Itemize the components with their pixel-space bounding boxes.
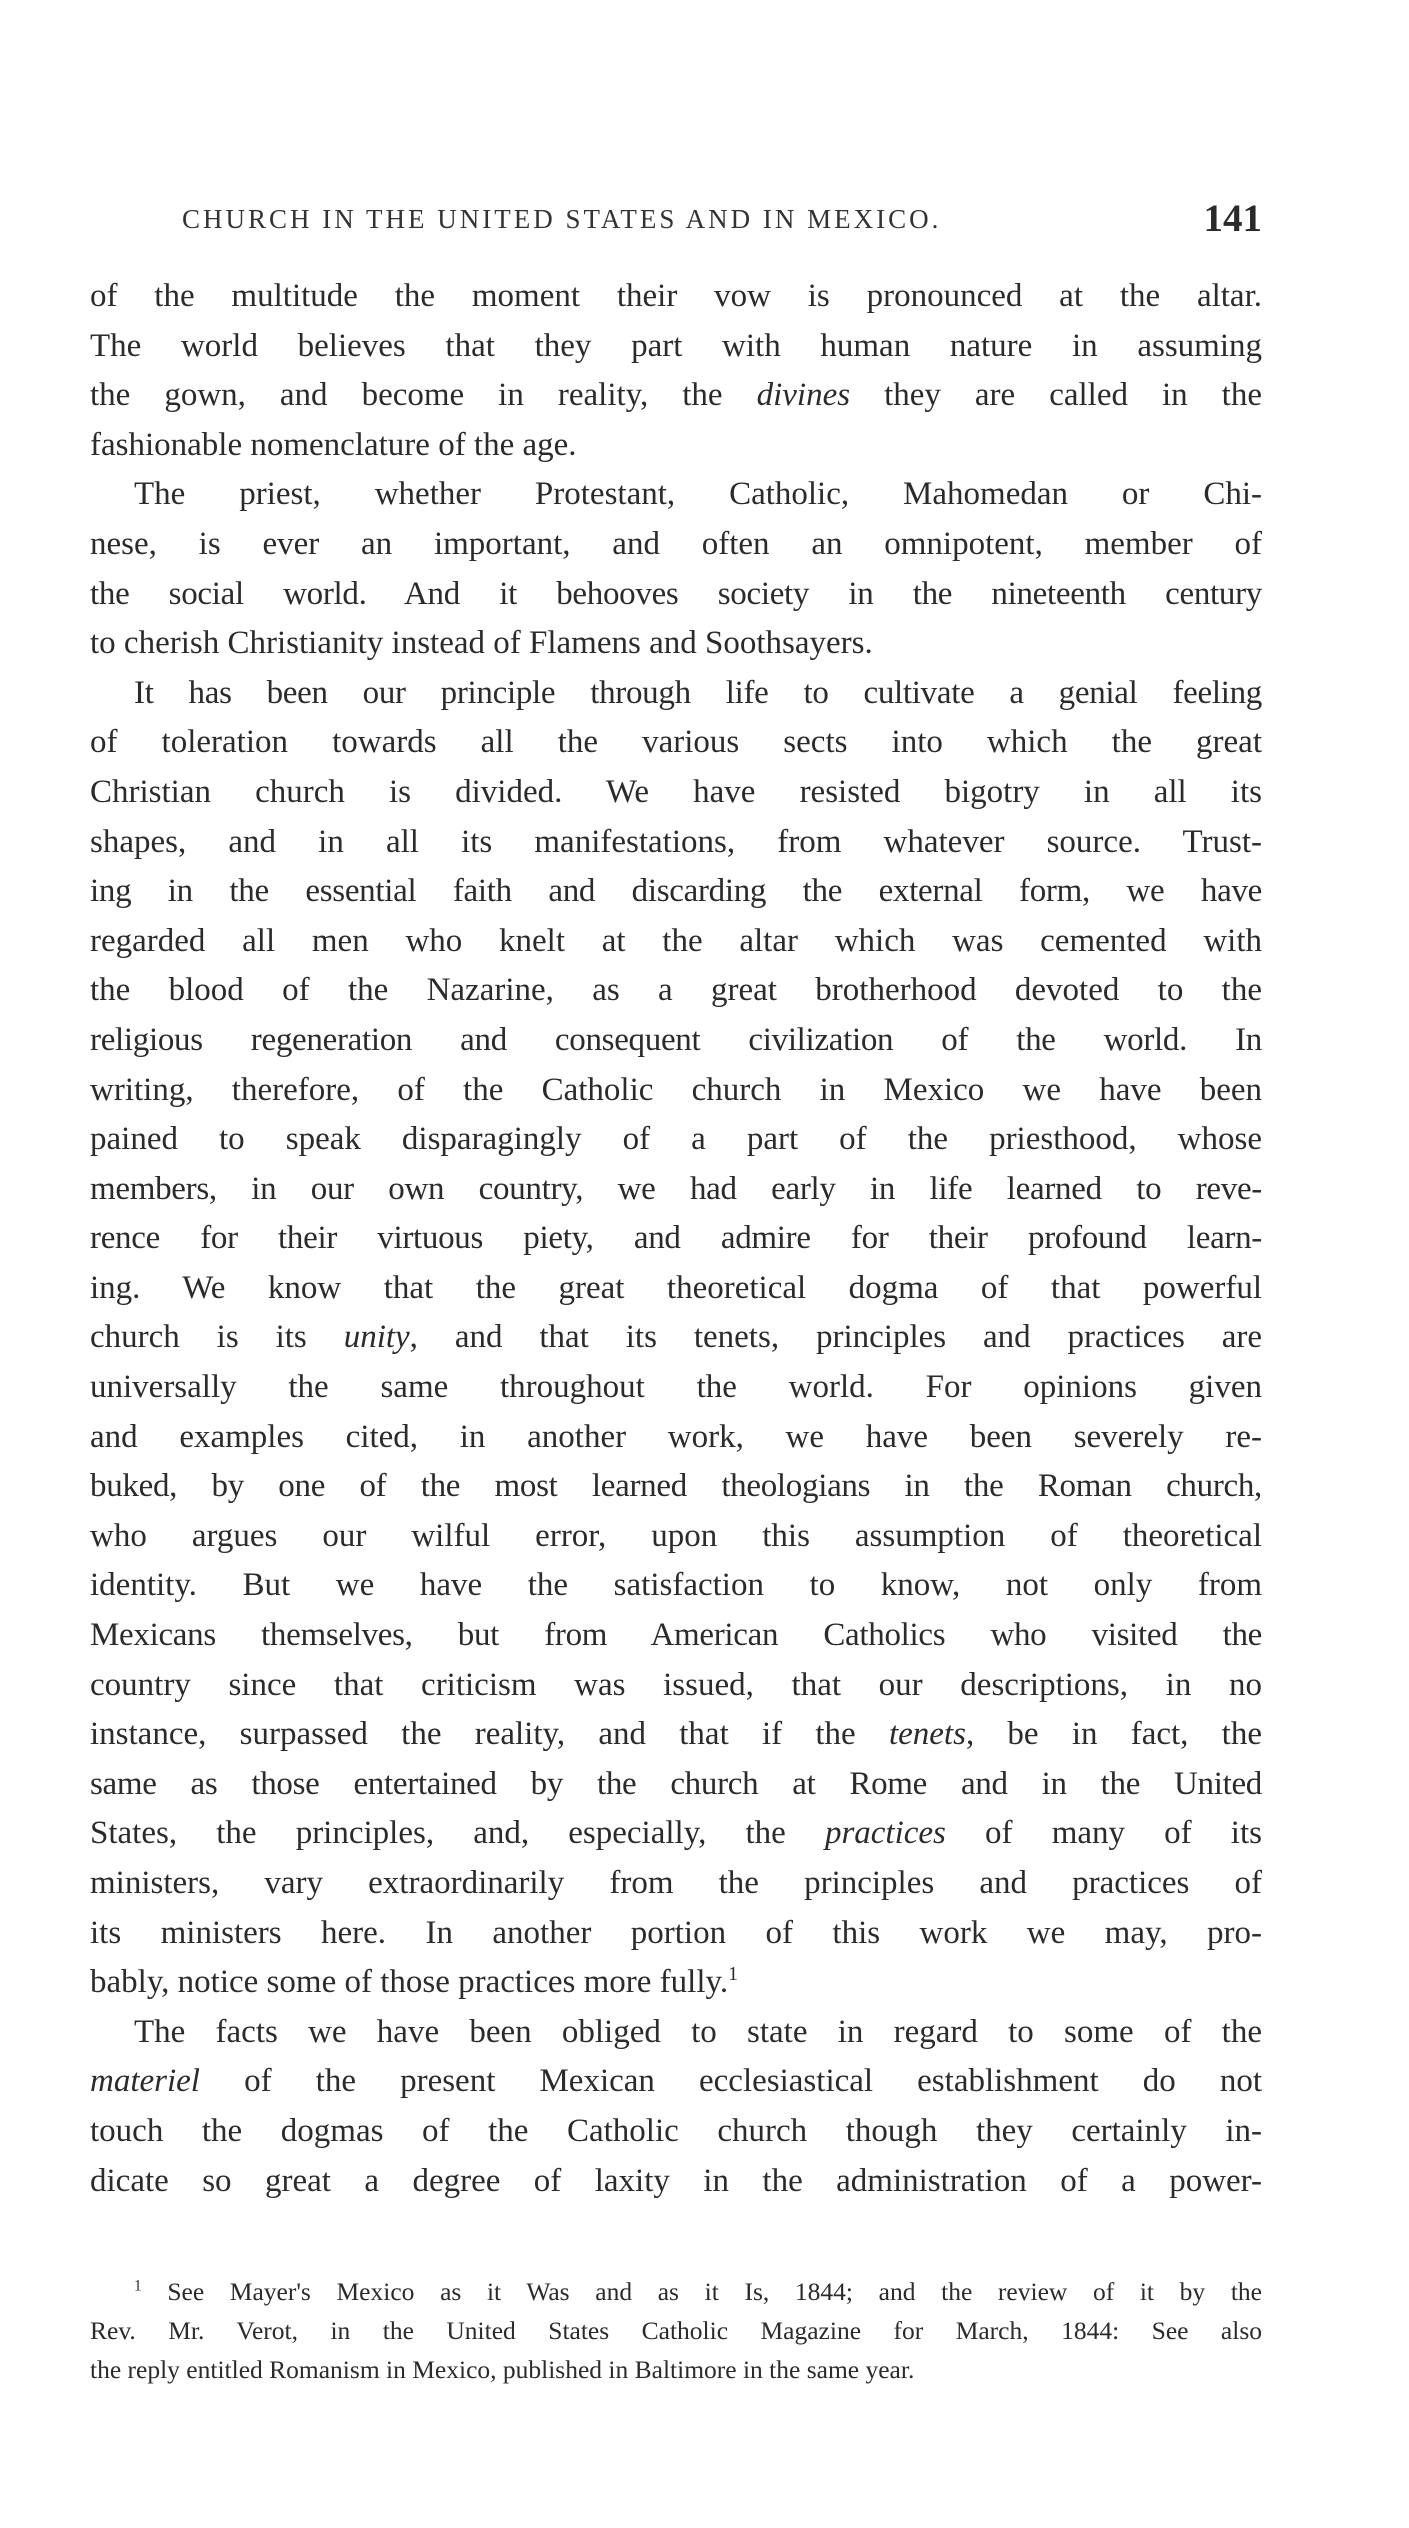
footnotes (90, 2272, 1262, 2389)
text-line (90, 1809, 1262, 1859)
text-line: ministers, vary extraordinarily from the principles and practices of (90, 1865, 1262, 1901)
italic-term: tenets (888, 1716, 966, 1753)
italic-term: materiel (90, 2063, 200, 2100)
text-line: rence for their virtuous piety, and admire for their profound learn- (90, 1220, 1262, 1257)
footnote-line: the reply entitled Romanism in Mexico, published in Baltimore in the same year. (90, 2355, 915, 2384)
page-number: 141 (1203, 197, 1262, 240)
footnote-line (90, 2272, 1262, 2311)
body-text (90, 272, 1262, 2206)
running-title: CHURCH IN THE UNITED STATES AND IN MEXICO. (182, 204, 942, 234)
text-segment: they are called in the (850, 377, 1262, 414)
text-line: same as those entertained by the church at Rome and in the United (90, 1765, 1262, 1802)
text-line: writing, therefore, of the Catholic church in Mexico we have been (90, 1071, 1262, 1108)
text-line (90, 2057, 1262, 2107)
text-line: country since that criticism was issued, that our descriptions, in no (90, 1666, 1262, 1703)
text-line: fashionable nomenclature of the age. (90, 426, 577, 463)
italic-term: divines (756, 377, 851, 414)
text-line: ing in the essential faith and discarding the external form, we have (90, 873, 1262, 910)
text-line (90, 1710, 1262, 1760)
text-line: It has been our principle through life to cultivate a genial feeling (134, 674, 1262, 711)
text-line: touch the dogmas of the Catholic church though they certainly in- (90, 2112, 1262, 2149)
text-line: buked, by one of the most learned theologians in the Roman church, (90, 1468, 1262, 1505)
text-line: Christian church is divided. We have resisted bigotry in all its (90, 773, 1262, 810)
text-line: and examples cited, in another work, we have been severely re- (90, 1418, 1262, 1455)
text-line: The facts we have been obliged to state in regard to some of the (134, 2013, 1262, 2050)
text-line: religious regeneration and consequent civilization of the world. In (90, 1021, 1262, 1058)
text-line: members, in our own country, we had early in life learned to reve- (90, 1170, 1262, 1207)
text-line: identity. But we have the satisfaction to know, not only from (90, 1567, 1262, 1604)
text-line: to cherish Christianity instead of Flamens and Soothsayers. (90, 625, 873, 662)
footnote-text: See Mayer's Mexico as it Was and as it Is, 1844; and the review of it by the (167, 2277, 1262, 2306)
text-segment: church is its (90, 1319, 344, 1356)
text-line: who argues our wilful error, upon this assumption of theoretical (90, 1517, 1262, 1554)
footnote-reference[interactable]: 1 (728, 1963, 738, 1986)
text-line: The priest, whether Protestant, Catholic, Mahomedan or Chi- (134, 476, 1262, 513)
text-line (90, 371, 1262, 421)
text-segment: of the present Mexican ecclesiastical establishment do not (199, 2063, 1262, 2100)
text-line-content: bably, notice some of those practices more fully. (90, 1964, 729, 2001)
text-line: its ministers here. In another portion of this work we may, pro- (90, 1914, 1262, 1951)
running-head (90, 196, 1262, 246)
text-segment: , and that its tenets, principles and practices are (409, 1319, 1262, 1356)
text-line (90, 1958, 1262, 2008)
text-line: regarded all men who knelt at the altar which was cemented with (90, 922, 1262, 959)
footnote-marker: 1 (134, 2277, 142, 2295)
footnote-line: Rev. Mr. Verot, in the United States Catholic Magazine for March, 1844: See also (90, 2316, 1262, 2345)
italic-term: practices (824, 1815, 946, 1852)
text-line (90, 1313, 1262, 1363)
text-segment: instance, surpassed the reality, and that if the (90, 1716, 889, 1753)
text-segment: the gown, and become in reality, the (90, 377, 757, 414)
text-line: pained to speak disparagingly of a part of the priesthood, whose (90, 1121, 1262, 1158)
text-line: of the multitude the moment their vow is pronounced at the altar. (90, 278, 1262, 314)
italic-term: unity (343, 1319, 410, 1356)
text-segment: of many of its (945, 1815, 1262, 1852)
text-line: shapes, and in all its manifestations, from whatever source. Trust- (90, 823, 1262, 860)
text-line: dicate so great a degree of laxity in the administration of a power- (90, 2162, 1262, 2199)
text-line: the social world. And it behooves society in the nineteenth century (90, 575, 1262, 612)
text-line: universally the same throughout the world. For opinions given (90, 1369, 1262, 1406)
text-line: Mexicans themselves, but from American Catholics who visited the (90, 1617, 1262, 1654)
text-segment: States, the principles, and, especially, the (90, 1815, 825, 1852)
text-segment: , be in fact, the (965, 1716, 1262, 1753)
text-line: The world believes that they part with human nature in assuming (90, 327, 1262, 364)
text-line: ing. We know that the great theoretical dogma of that powerful (90, 1269, 1262, 1306)
text-line: of toleration towards all the various sects into which the great (90, 724, 1262, 761)
text-line: nese, is ever an important, and often an omnipotent, member of (90, 525, 1262, 562)
text-line: the blood of the Nazarine, as a great brotherhood devoted to the (90, 972, 1262, 1009)
